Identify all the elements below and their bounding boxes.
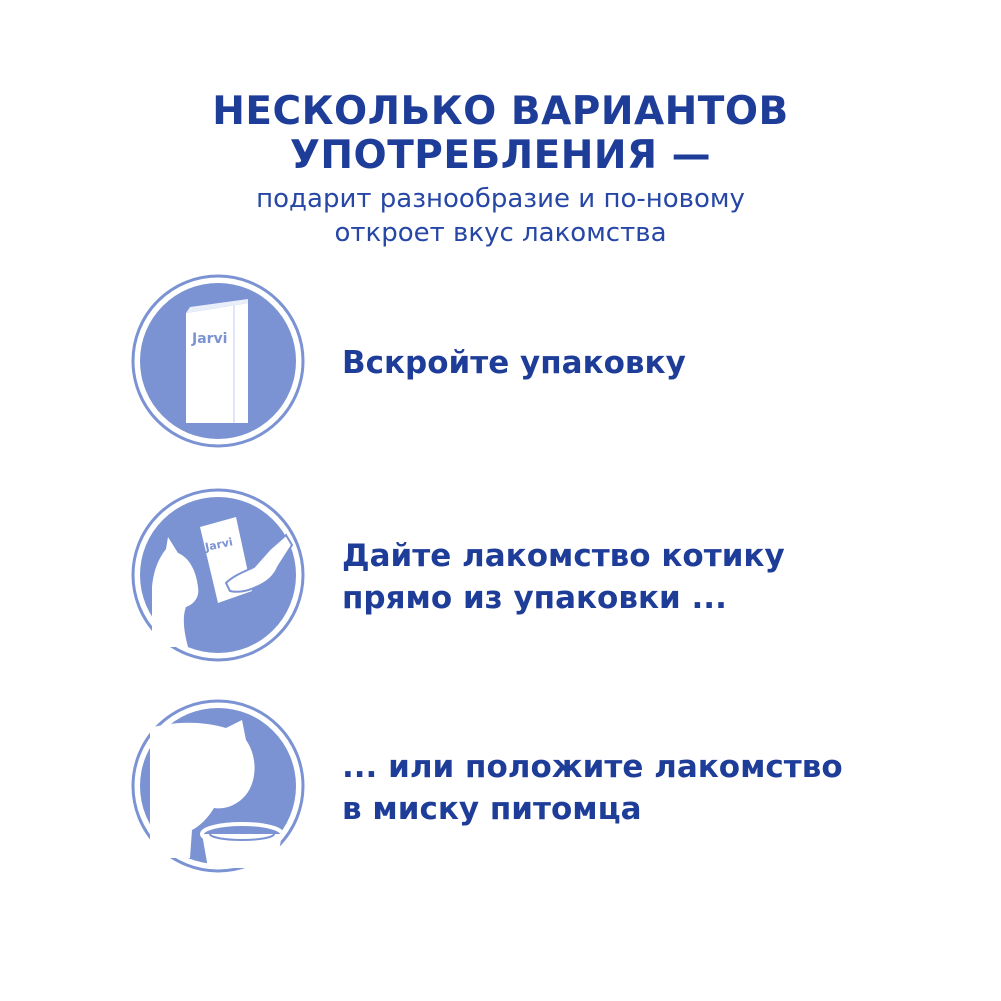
step-open-package (130, 273, 970, 453)
step-2-line-2: прямо из упаковки ... (342, 580, 727, 616)
subtitle-line-2: откроет вкус лакомства (334, 218, 667, 248)
subtitle-line-1: подарит разнообразие и по-новому (256, 184, 745, 214)
step-2-line-1: Дайте лакомство котику (342, 538, 785, 574)
step-1-line-1: Вскройте упаковку (342, 345, 686, 381)
step-2-text (342, 535, 962, 619)
cat-and-bowl-icon (130, 698, 306, 874)
package-icon (130, 273, 306, 449)
step-put-in-bowl (130, 698, 970, 878)
package-brand-label: Jarvi (192, 331, 228, 347)
step-feed-from-package (130, 487, 970, 667)
step-1-text (342, 342, 962, 384)
header (0, 90, 1001, 250)
step-3-line-2: в миску питомца (342, 791, 642, 827)
title-line-2: УПОТРЕБЛЕНИЯ — (289, 133, 712, 178)
cat-and-hand-icon (130, 487, 306, 663)
title-line-1: НЕСКОЛЬКО ВАРИАНТОВ (212, 89, 789, 134)
step-3-text (342, 746, 962, 830)
package-brand-label-2: Jarvi (203, 535, 234, 554)
step-3-line-1: ... или положите лакомство (342, 749, 843, 785)
